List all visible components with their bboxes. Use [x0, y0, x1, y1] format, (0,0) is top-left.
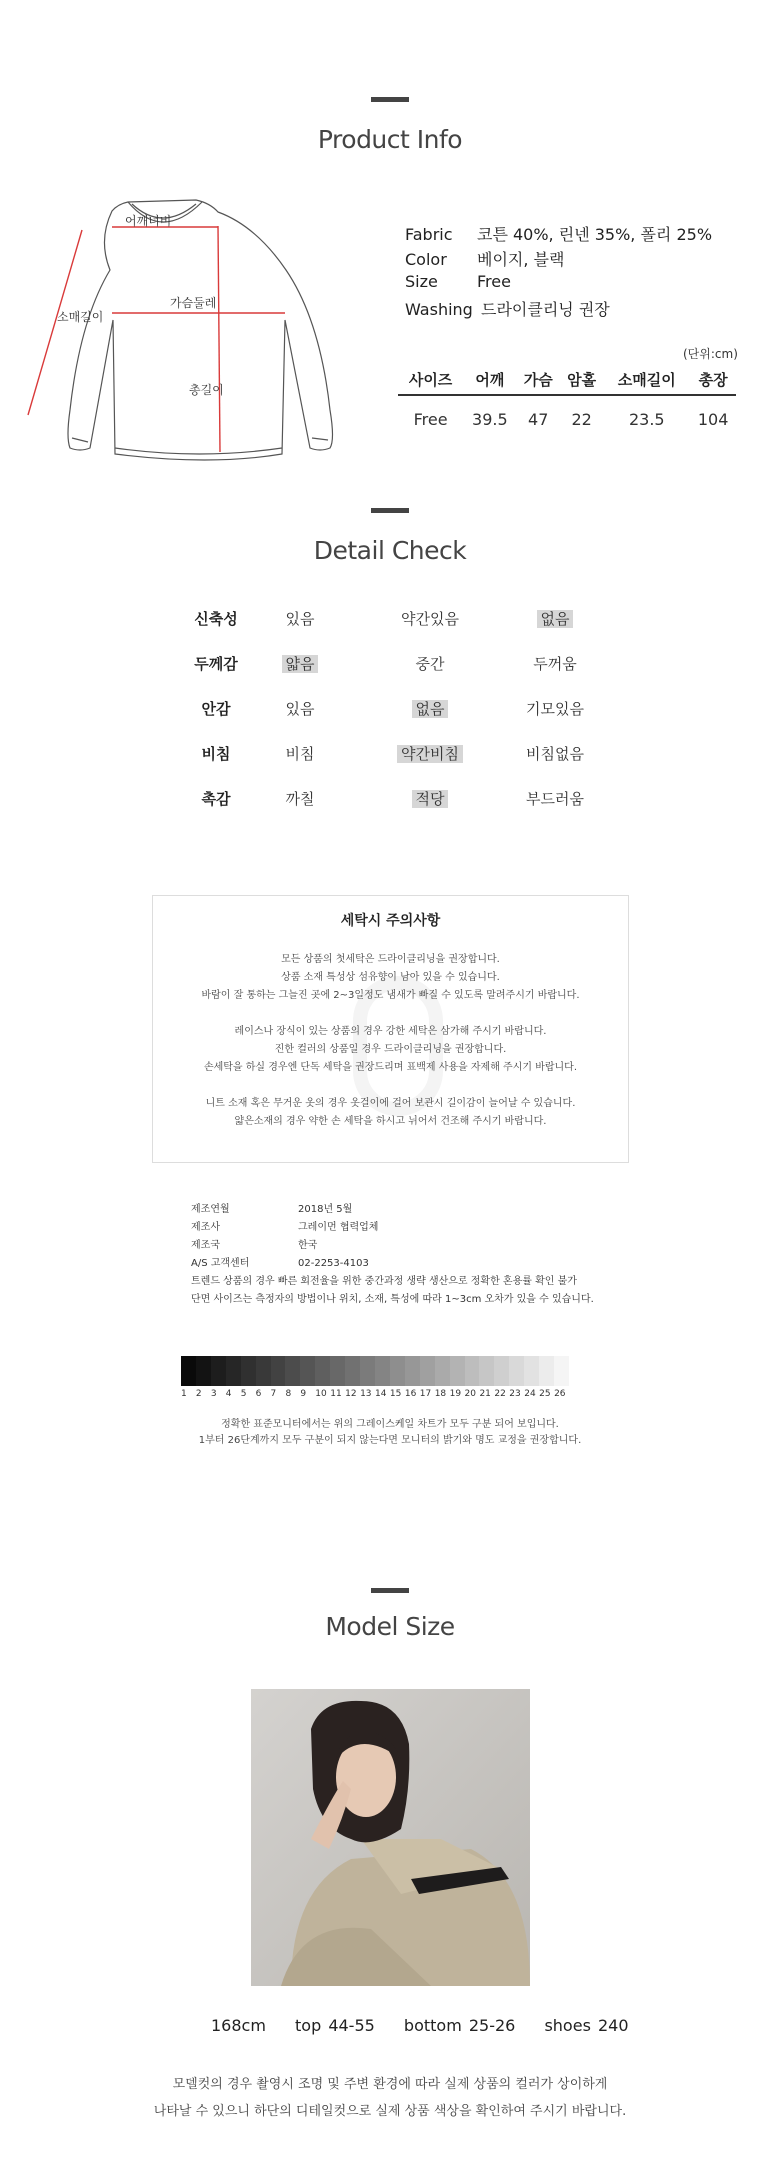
detail-option	[515, 607, 595, 631]
grayscale-number: 15	[389, 1389, 402, 1399]
grayscale-number: 11	[330, 1389, 342, 1399]
table-row	[398, 395, 736, 442]
grayscale-cell	[256, 1356, 271, 1386]
grayscale-number: 1	[181, 1389, 187, 1399]
detail-option	[390, 742, 470, 766]
detail-row-thickness	[0, 652, 780, 676]
grayscale-number: 20	[464, 1389, 476, 1399]
size-table-header	[398, 365, 736, 395]
grayscale-cell	[271, 1356, 286, 1386]
grayscale-number: 13	[360, 1389, 372, 1399]
caution-line: 얇은소재의 경우 약한 손 세탁을 하시고 뉘어서 건조해 주시기 바랍니다.	[234, 1116, 547, 1127]
grayscale-number: 9	[300, 1389, 307, 1399]
meta-note: 트렌드 상품의 경우 빠른 회전율을 위한 중간과정 생략 생산으로 정확한 혼용률 확인 불가	[191, 1276, 577, 1287]
spec-label: Fabric	[405, 225, 453, 244]
option-text: 중간	[415, 655, 445, 673]
grayscale-number: 25	[539, 1389, 551, 1399]
size-cell: Free	[413, 409, 448, 429]
caution-line: 진한 컬러의 상품일 경우 드라이클리닝을 권장합니다.	[274, 1044, 507, 1055]
size-table	[398, 365, 736, 442]
section-divider	[371, 1588, 409, 1593]
grayscale-cell	[375, 1356, 390, 1386]
caution-line: 손세탁을 하실 경우엔 단독 세탁을 권장드리며 표백제 사용을 자제해 주시기 바랍니다.	[203, 1062, 578, 1073]
grayscale-number: 18	[434, 1389, 447, 1399]
size-unit: (단위:cm)	[683, 347, 738, 361]
spec-value: 베이지, 블랙	[477, 250, 565, 269]
option-text-selected: 얇음	[282, 655, 319, 673]
detail-option	[390, 697, 470, 721]
spec-washing	[405, 297, 610, 320]
grayscale-cell	[390, 1356, 405, 1386]
size-header-cell: 어깨	[463, 365, 516, 395]
meta-note: 단면 사이즈는 측정자의 방법이나 위치, 소재, 특성에 따라 1~3cm 오차가 있을 수 있습니다.	[191, 1294, 594, 1305]
grayscale-number: 7	[270, 1389, 277, 1399]
caution-line: 니트 소재 혹은 무거운 옷의 경우 옷걸이에 걸어 보관시 길이감이 늘어날 수 있습니다.	[205, 1098, 576, 1109]
meta-key: A/S 고객센터	[191, 1258, 250, 1269]
caution-title: 세탁시 주의사항	[340, 913, 441, 929]
label-chest: 가슴둘레	[170, 296, 217, 310]
meta-value: 그레이먼 협력업체	[298, 1222, 379, 1233]
label-shoulder: 어깨너비	[125, 214, 172, 228]
model-photo	[251, 1689, 530, 1986]
grayscale-cell	[450, 1356, 465, 1386]
option-text: 있음	[285, 700, 315, 718]
meta-key: 제조사	[191, 1222, 220, 1233]
detail-label: 두께감	[194, 655, 238, 673]
spec-color	[405, 247, 564, 270]
option-text: 까칠	[285, 790, 315, 808]
caution-line: 레이스나 장식이 있는 상품의 경우 강한 세탁은 삼가해 주시기 바랍니다.	[234, 1026, 547, 1037]
option-text: 두꺼움	[533, 655, 577, 673]
grayscale-cell	[181, 1356, 196, 1386]
size-header-cell: 암홀	[560, 365, 603, 395]
spec-value: Free	[477, 272, 511, 291]
size-cell: 22	[571, 409, 592, 429]
grayscale-number: 22	[494, 1389, 506, 1399]
size-header-cell: 가슴	[517, 365, 560, 395]
model-note: 모델컷의 경우 촬영시 조명 및 주변 환경에 따라 실제 상품의 컬러가 상이하게	[172, 2077, 608, 2092]
detail-option	[390, 607, 470, 631]
grayscale-number: 19	[449, 1389, 462, 1399]
grayscale-number: 12	[345, 1389, 357, 1399]
grayscale-cell	[539, 1356, 554, 1386]
grayscale-cell	[479, 1356, 494, 1386]
size-header-cell: 사이즈	[398, 365, 463, 395]
grayscale-cell	[465, 1356, 480, 1386]
spec-value: 드라이클리닝 권장	[481, 300, 610, 319]
grayscale-number: 14	[375, 1389, 387, 1399]
label-length: 총길이	[189, 383, 224, 397]
grayscale-cell	[360, 1356, 375, 1386]
detail-option	[390, 652, 470, 676]
grayscale-number: 4	[225, 1389, 232, 1399]
option-text: 부드러움	[526, 790, 584, 808]
spec-fabric	[405, 222, 712, 245]
option-text: 비침없음	[526, 745, 584, 763]
detail-option	[270, 787, 330, 811]
garment-diagram	[20, 190, 340, 465]
grayscale-number: 8	[285, 1389, 292, 1399]
meta-key: 제조연월	[191, 1204, 230, 1215]
detail-option	[270, 652, 330, 676]
spec-label: Washing	[405, 300, 473, 319]
grayscale-chart	[181, 1356, 569, 1386]
grayscale-cell	[211, 1356, 226, 1386]
model-shoes: shoes 240	[544, 2016, 629, 2035]
detail-label: 비침	[201, 745, 231, 763]
meta-row	[191, 1254, 369, 1269]
grayscale-number: 24	[524, 1389, 536, 1399]
meta-value: 한국	[298, 1240, 318, 1251]
grayscale-cell	[524, 1356, 539, 1386]
detail-row-lining	[0, 697, 780, 721]
grayscale-number: 23	[509, 1389, 521, 1399]
option-text-selected: 적당	[412, 790, 449, 808]
size-cell: 39.5	[472, 409, 508, 429]
size-cell: 47	[528, 409, 549, 429]
detail-row-stretch	[0, 607, 780, 631]
model-size-title: Model Size	[325, 1612, 455, 1641]
model-bottom: bottom 25-26	[403, 2016, 516, 2035]
detail-label: 안감	[201, 700, 231, 718]
grayscale-cell	[509, 1356, 524, 1386]
grayscale-number: 3	[210, 1389, 217, 1399]
option-text-selected: 약간비침	[397, 745, 463, 763]
grayscale-number: 26	[554, 1389, 566, 1399]
grayscale-cell	[315, 1356, 330, 1386]
grayscale-cell	[435, 1356, 450, 1386]
detail-label: 신축성	[194, 610, 238, 628]
grayscale-cell	[494, 1356, 509, 1386]
grayscale-cell	[226, 1356, 241, 1386]
grayscale-number: 6	[255, 1389, 262, 1399]
meta-row	[191, 1200, 352, 1215]
model-top: top 44-55	[295, 2016, 375, 2035]
meta-value: 2018년 5월	[298, 1204, 353, 1215]
detail-option	[390, 787, 470, 811]
size-header-cell: 총장	[690, 365, 736, 395]
grayscale-cell	[554, 1356, 569, 1386]
grayscale-cell	[241, 1356, 256, 1386]
spec-label: Color	[405, 250, 447, 269]
detail-label: 촉감	[201, 790, 231, 808]
model-photo-illustration	[251, 1689, 530, 1986]
section-divider	[371, 97, 409, 102]
grayscale-number: 5	[240, 1389, 247, 1399]
size-cell: 104	[697, 409, 729, 429]
meta-key: 제조국	[191, 1240, 220, 1251]
washing-caution-box	[152, 895, 629, 1163]
grayscale-cell	[300, 1356, 315, 1386]
grayscale-number: 16	[404, 1389, 417, 1399]
meta-value: 02-2253-4103	[298, 1258, 369, 1269]
option-text-selected: 없음	[412, 700, 449, 718]
grayscale-note: 1부터 26단계까지 모두 구분이 되지 않는다면 모니터의 밝기와 명도 교정을 권장합니다.	[198, 1435, 582, 1446]
caution-line: 바람이 잘 통하는 그늘진 곳에 2~3일정도 냄새가 빠질 수 있도록 말려주시기 바랍니다.	[201, 990, 580, 1001]
detail-option	[515, 652, 595, 676]
meta-row	[191, 1218, 378, 1233]
option-text: 있음	[285, 610, 315, 628]
grayscale-cell	[405, 1356, 420, 1386]
detail-option	[515, 742, 595, 766]
grayscale-cell	[196, 1356, 211, 1386]
model-height: 168cm	[211, 2016, 266, 2035]
product-info-title: Product Info	[317, 125, 463, 154]
section-divider	[371, 508, 409, 513]
meta-row	[191, 1236, 317, 1251]
option-text-selected: 없음	[537, 610, 574, 628]
option-text: 약간있음	[401, 610, 459, 628]
label-sleeve: 소매길이	[57, 310, 104, 324]
grayscale-note: 정확한 표준모니터에서는 위의 그레이스케일 차트가 모두 구분 되어 보입니다.	[221, 1419, 559, 1430]
caution-line: 모든 상품의 첫세탁은 드라이클리닝을 권장합니다.	[281, 954, 500, 965]
spec-value: 코튼 40%, 린넨 35%, 폴리 25%	[477, 225, 713, 244]
model-note: 나타날 수 있으니 하단의 디테일컷으로 실제 상품 색상을 확인하여 주시기 바랍니다.	[153, 2104, 627, 2119]
grayscale-cell	[330, 1356, 345, 1386]
detail-check-title: Detail Check	[313, 536, 467, 565]
detail-row-sheer	[0, 742, 780, 766]
grayscale-number: 17	[419, 1389, 432, 1399]
detail-option	[270, 607, 330, 631]
detail-option	[515, 787, 595, 811]
spec-label: Size	[405, 272, 438, 291]
grayscale-cell	[285, 1356, 300, 1386]
detail-row-texture	[0, 787, 780, 811]
detail-option	[270, 742, 330, 766]
grayscale-cell	[345, 1356, 360, 1386]
detail-option	[270, 697, 330, 721]
grayscale-number: 21	[479, 1389, 491, 1399]
option-text: 비침	[285, 745, 315, 763]
grayscale-number: 2	[195, 1389, 202, 1399]
option-text: 기모있음	[526, 700, 584, 718]
spec-size	[405, 272, 511, 291]
caution-line: 상품 소재 특성상 섬유향이 남아 있을 수 있습니다.	[281, 972, 500, 983]
detail-option	[515, 697, 595, 721]
size-cell: 23.5	[628, 409, 665, 429]
model-size-info	[211, 2016, 651, 2035]
grayscale-numbers	[181, 1389, 589, 1401]
grayscale-cell	[420, 1356, 435, 1386]
grayscale-number: 10	[315, 1389, 327, 1399]
size-header-cell: 소매길이	[603, 365, 690, 395]
